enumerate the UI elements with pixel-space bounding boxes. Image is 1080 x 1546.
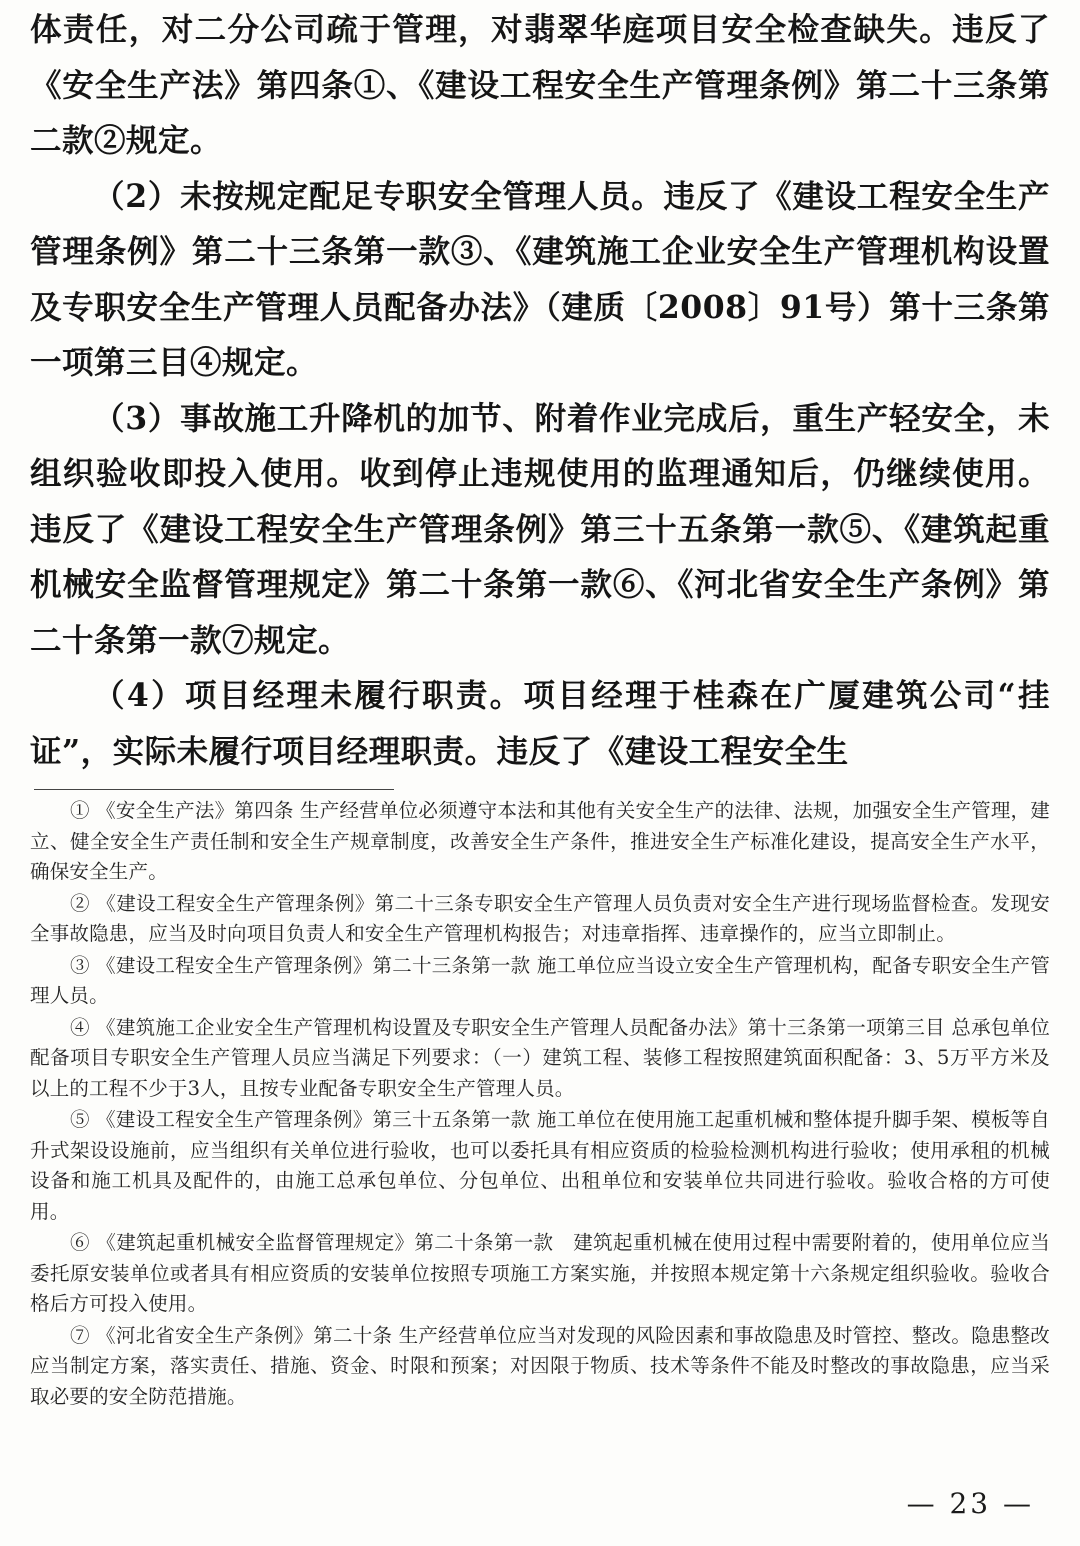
footnote-4: ④ 《建筑施工企业安全生产管理机构设置及专职安全生产管理人员配备办法》第十三条第一项第三目 总承包单位配备项目专职安全生产管理人员应当满足下列要求：（一）建筑工程、装修工程按照建筑面积配备：3、5万平方米及以上的工程不少于3人，且按专业配备专职安全生产管理人员。 — [30, 1015, 1050, 1100]
footnote-1: ① 《安全生产法》第四条 生产经营单位必须遵守本法和其他有关安全生产的法律、法规，加强安全生产管理，建立、健全安全生产责任制和安全生产规章制度，改善安全生产条件，推进安全生产标准化建设，提高安全生产水平，确保安全生产。 — [30, 799, 1050, 883]
paragraph-item-3: （3）事故施工升降机的加节、附着作业完成后，重生产轻安全，未组织验收即投入使用。收到停止违规使用的监理通知后，仍继续使用。违反了《建设工程安全生产管理条例》第三十五条第一款⑤、《建筑起重机械安全监督管理规定》第二十条第一款⑥、《河北省安全生产条例》第二十条第一款⑦规定。 — [30, 399, 1050, 659]
paragraph-item-4: （4）项目经理未履行职责。项目经理于桂森在广厦建筑公司“挂证”，实际未履行项目经理职责。违反了《建设工程安全生 — [30, 677, 1050, 770]
paragraph-item-2: （2）未按规定配足专职安全管理人员。违反了《建设工程安全生产管理条例》第二十三条第一款③、《建筑施工企业安全生产管理机构设置及专职安全生产管理人员配备办法》（建质〔2008〕91号）第十三条第一项第三目④规定。 — [30, 177, 1050, 381]
footnote-5: ⑤ 《建设工程安全生产管理条例》第三十五条第一款 施工单位在使用施工起重机械和整体提升脚手架、模板等自升式架设设施前，应当组织有关单位进行验收，也可以委托具有相应资质的检验检测机构进行验收；使用承租的机械设备和施工机具及配件的，由施工总承包单位、分包单位、出租单位和安装单位共同进行验收。验收合格的方可使用。 — [30, 1108, 1050, 1223]
body-text-block — [30, 0, 1050, 779]
footnotes-block — [30, 796, 1050, 1412]
page-number: — 23 — — [906, 1487, 1034, 1520]
footnote-7: ⑦ 《河北省安全生产条例》第二十条 生产经营单位应当对发现的风险因素和事故隐患及时管控、整改。隐患整改应当制定方案，落实责任、措施、资金、时限和预案；对因限于物质、技术等条件不能及时整改的事故隐患，应当采取必要的安全防范措施。 — [30, 1323, 1050, 1408]
footnote-3: ③ 《建设工程安全生产管理条例》第二十三条第一款 施工单位应当设立安全生产管理机构，配备专职安全生产管理人员。 — [30, 953, 1050, 1007]
footnote-separator-rule — [34, 789, 394, 790]
footnote-2: ② 《建设工程安全生产管理条例》第二十三条专职安全生产管理人员负责对安全生产进行现场监督检查。发现安全事故隐患，应当及时向项目负责人和安全生产管理机构报告；对违章指挥、违章操作的，应当立即制止。 — [30, 891, 1050, 945]
paragraph-continuation: 体责任，对二分公司疏于管理，对翡翠华庭项目安全检查缺失。违反了《安全生产法》第四条①、《建设工程安全生产管理条例》第二十三条第二款②规定。 — [30, 11, 1050, 159]
footnote-6: ⑥ 《建筑起重机械安全监督管理规定》第二十条第一款 建筑起重机械在使用过程中需要附着的，使用单位应当委托原安装单位或者具有相应资质的安装单位按照专项施工方案实施，并按照本规定第十六条规定组织验收。验收合格后方可投入使用。 — [30, 1231, 1050, 1315]
